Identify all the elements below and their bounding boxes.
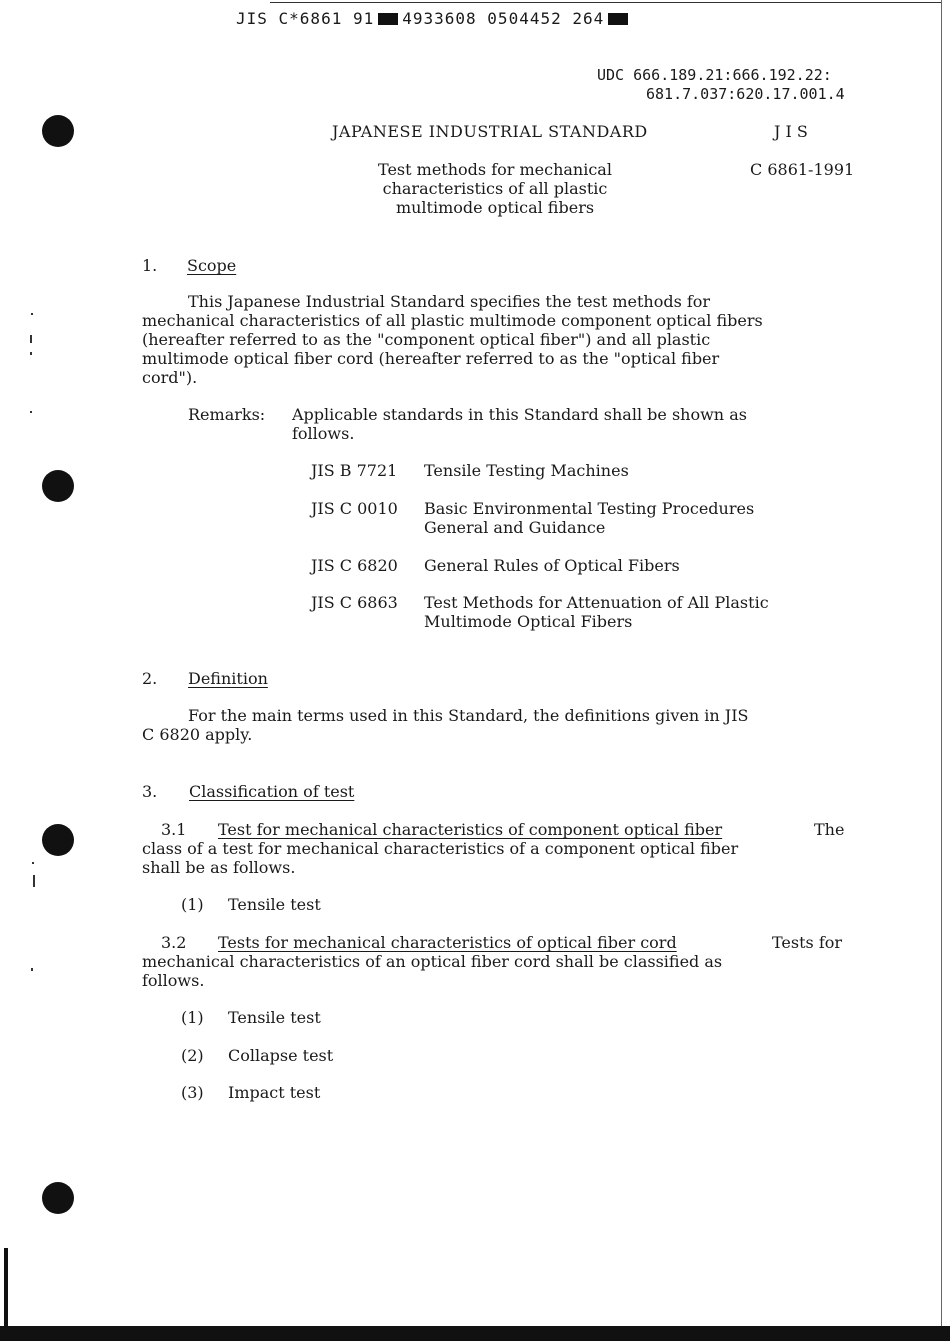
standard-number: C 6861-1991: [750, 160, 855, 179]
subsection-3-1-number: 3.1: [161, 820, 187, 839]
ref-title: Basic Environmental Testing Procedures: [424, 499, 755, 518]
scan-speck: [30, 352, 32, 355]
ref-code: JIS C 0010: [311, 499, 398, 518]
stamp-left: JIS C*6861 91: [236, 9, 375, 28]
list-item-label: (1): [181, 895, 204, 914]
udc-line-1: UDC 666.189.21:666.192.22:: [597, 66, 832, 84]
scan-left-edge-mark: [4, 1248, 8, 1328]
section-3-number: 3.: [142, 782, 158, 801]
punch-hole-icon: [42, 1182, 74, 1214]
subsection-3-2-line: follows.: [142, 971, 205, 990]
remarks-line: follows.: [292, 424, 355, 443]
scan-right-edge: [941, 0, 942, 1326]
section-3-heading: Classification of test: [189, 782, 355, 801]
stamp-block-icon: [608, 13, 628, 25]
title-line-2: characteristics of all plastic: [382, 179, 608, 198]
title-line-1: Test methods for mechanical: [378, 160, 612, 179]
stamp-right: 4933608 0504452 264: [402, 9, 605, 28]
scope-para-line: mechanical characteristics of all plastic multimode component optical fibers: [142, 311, 763, 330]
list-item-text: Impact test: [228, 1083, 321, 1102]
scope-para-line: cord").: [142, 368, 198, 387]
definition-para-line: For the main terms used in this Standard, the definitions given in JIS: [188, 706, 749, 725]
scope-para-line: multimode optical fiber cord (hereafter referred to as the "optical fiber: [142, 349, 720, 368]
ref-title: Multimode Optical Fibers: [424, 612, 633, 631]
remarks-label: Remarks:: [188, 405, 266, 424]
subsection-3-1-heading: Test for mechanical characteristics of component optical fiber: [218, 820, 723, 839]
subsection-3-2-number: 3.2: [161, 933, 187, 952]
punch-hole-icon: [42, 470, 74, 502]
ref-title: General and Guidance: [424, 518, 606, 537]
list-item-text: Tensile test: [228, 1008, 321, 1027]
list-item-label: (2): [181, 1046, 204, 1065]
punch-hole-icon: [42, 115, 74, 147]
list-item-text: Tensile test: [228, 895, 321, 914]
document-stamp: [236, 9, 632, 28]
scan-bottom-edge: [0, 1326, 950, 1341]
punch-hole-icon: [42, 824, 74, 856]
scan-speck: [31, 968, 33, 971]
list-item-text: Collapse test: [228, 1046, 334, 1065]
section-2-heading: Definition: [188, 669, 268, 688]
ref-code: JIS B 7721: [311, 461, 398, 480]
definition-para-line: C 6820 apply.: [142, 725, 253, 744]
remarks-line: Applicable standards in this Standard shall be shown as: [292, 405, 747, 424]
ref-code: JIS C 6820: [311, 556, 398, 575]
section-1-number: 1.: [142, 256, 158, 275]
subsection-3-2-tail: Tests for: [772, 933, 843, 952]
scan-speck: [30, 335, 32, 343]
subsection-3-2-heading: Tests for mechanical characteristics of optical fiber cord: [218, 933, 677, 952]
udc-line-2: 681.7.037:620.17.001.4: [646, 85, 845, 103]
subsection-3-1-line: shall be as follows.: [142, 858, 296, 877]
scan-speck: [30, 411, 32, 413]
subsection-3-1-tail: The: [814, 820, 845, 839]
scan-top-rule: [270, 2, 942, 3]
subsection-3-2-line: mechanical characteristics of an optical fiber cord shall be classified as: [142, 952, 723, 971]
ref-title: Test Methods for Attenuation of All Plastic: [424, 593, 769, 612]
scope-para-line: This Japanese Industrial Standard specifies the test methods for: [188, 292, 711, 311]
stamp-block-icon: [378, 13, 398, 25]
scan-speck: [31, 313, 33, 315]
scan-speck: [32, 862, 34, 864]
title-line-3: multimode optical fibers: [395, 198, 595, 217]
section-1-heading: Scope: [187, 256, 237, 275]
ref-title: Tensile Testing Machines: [424, 461, 629, 480]
ref-title: General Rules of Optical Fibers: [424, 556, 680, 575]
section-2-number: 2.: [142, 669, 158, 688]
list-item-label: (3): [181, 1083, 204, 1102]
list-item-label: (1): [181, 1008, 204, 1027]
scope-para-line: (hereafter referred to as the "component optical fiber") and all plastic: [142, 330, 711, 349]
ref-code: JIS C 6863: [311, 593, 398, 612]
scan-speck: [33, 875, 35, 887]
subsection-3-1-line: class of a test for mechanical characteristics of a component optical fiber: [142, 839, 739, 858]
jis-mark: J I S: [774, 122, 808, 141]
standard-label: JAPANESE INDUSTRIAL STANDARD: [332, 122, 648, 141]
